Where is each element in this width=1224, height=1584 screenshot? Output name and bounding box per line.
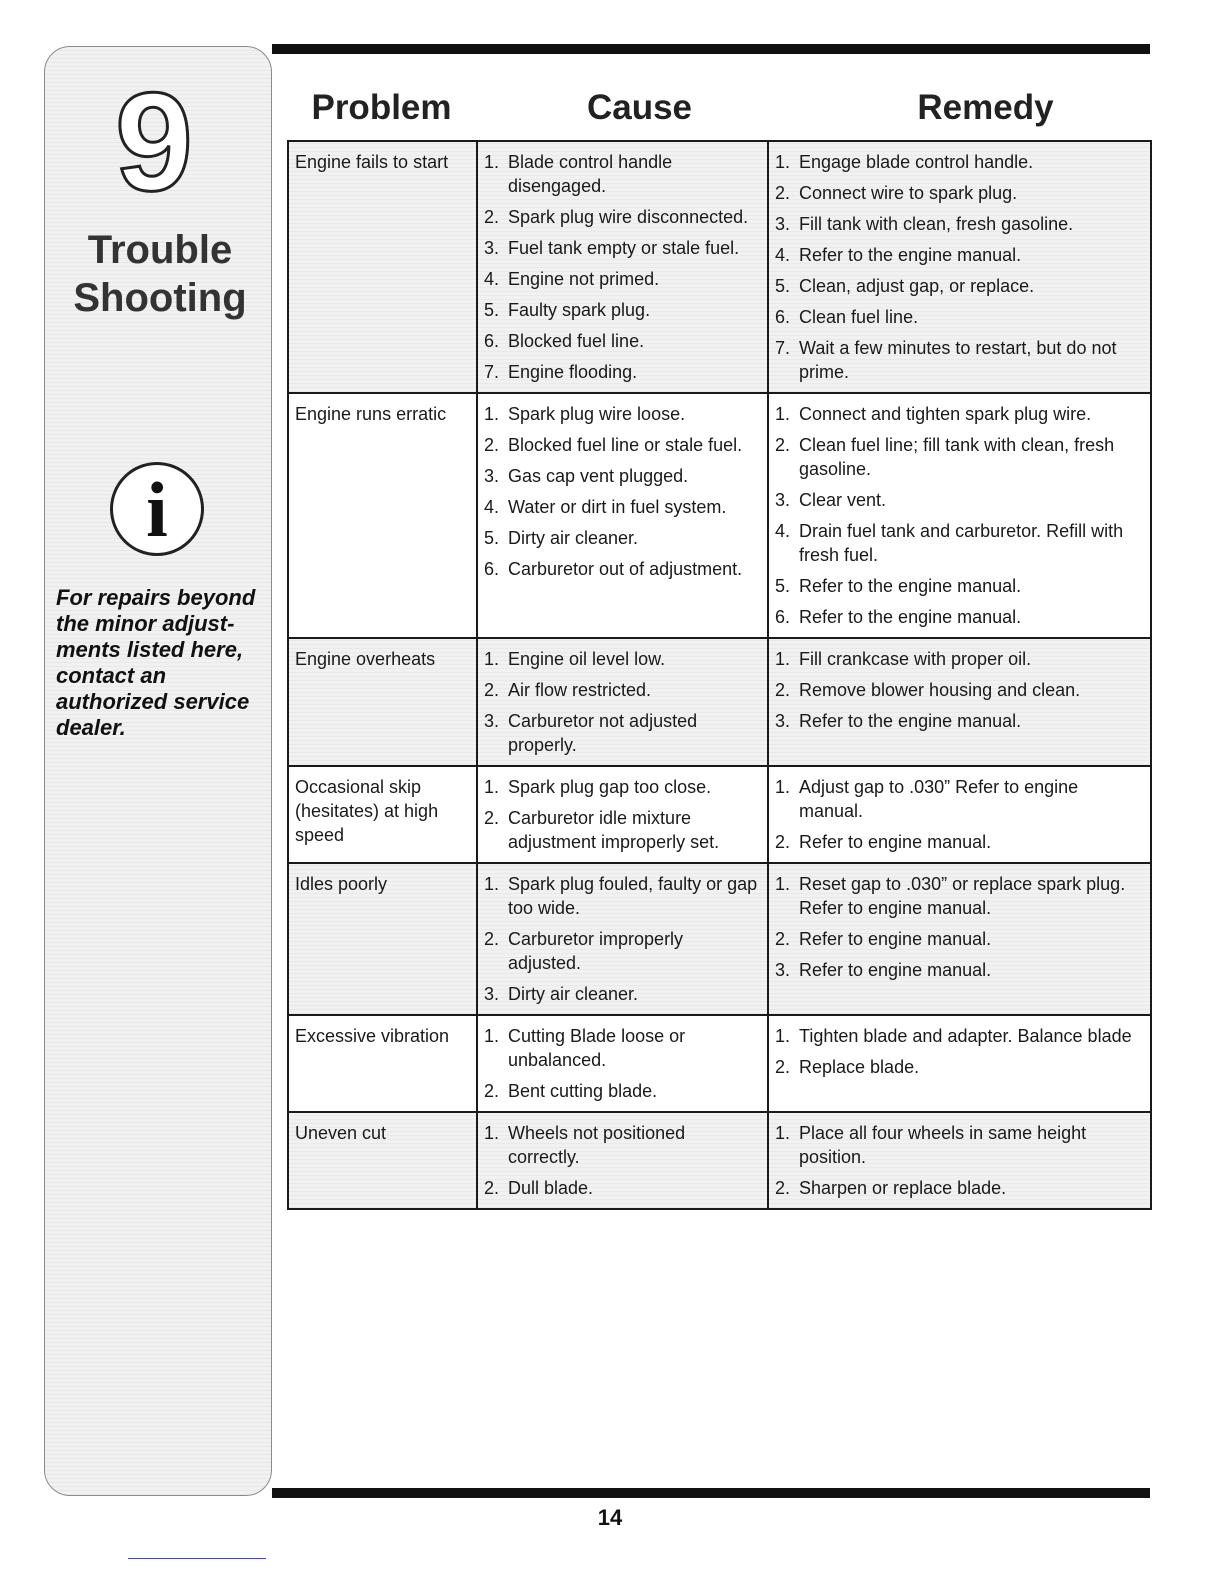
item-number: 1.	[484, 152, 500, 172]
cause-cell	[477, 1015, 768, 1112]
item-number: 1.	[775, 874, 791, 894]
remedy-item	[775, 678, 1144, 702]
cause-item	[484, 927, 761, 975]
item-number: 1.	[775, 404, 791, 424]
table-row	[288, 766, 1151, 863]
footer-line	[128, 1558, 266, 1559]
top-rule	[272, 44, 1150, 54]
remedy-cell	[768, 1112, 1151, 1209]
item-text: Spark plug wire loose.	[508, 404, 686, 424]
item-text: Spark plug gap too close.	[508, 777, 712, 797]
item-text: Fill crankcase with proper oil.	[799, 649, 1032, 669]
cause-item	[484, 1176, 761, 1200]
cause-item	[484, 982, 761, 1006]
item-text: Refer to engine manual.	[799, 832, 992, 852]
item-number: 1.	[775, 777, 791, 797]
remedy-item	[775, 433, 1144, 481]
problem-cell: Engine runs erratic	[288, 393, 477, 638]
item-text: Place all four wheels in same height position.	[799, 1123, 1087, 1167]
item-text: Dirty air cleaner.	[508, 984, 639, 1004]
item-number: 2.	[484, 1178, 500, 1198]
item-text: Wait a few minutes to restart, but do not prime.	[799, 338, 1117, 382]
item-number: 4.	[775, 245, 791, 265]
item-text: Engine oil level low.	[508, 649, 666, 669]
item-number: 3.	[484, 466, 500, 486]
problem-cell: Engine overheats	[288, 638, 477, 766]
remedy-cell	[768, 1015, 1151, 1112]
remedy-item	[775, 574, 1144, 598]
item-text: Refer to the engine manual.	[799, 576, 1022, 596]
header-remedy: Remedy	[917, 88, 1054, 127]
item-text: Reset gap to .030” or replace spark plug. Refer to engine manual.	[799, 874, 1126, 918]
item-number: 5.	[484, 300, 500, 320]
remedy-item	[775, 212, 1144, 236]
item-number: 6.	[775, 607, 791, 627]
item-number: 4.	[775, 521, 791, 541]
section-title-line2: Shooting	[73, 276, 247, 320]
cause-item	[484, 709, 761, 757]
remedy-item	[775, 243, 1144, 267]
item-text: Tighten blade and adapter. Balance blade	[799, 1026, 1132, 1046]
item-number: 2.	[775, 1178, 791, 1198]
item-number: 2.	[484, 929, 500, 949]
item-text: Spark plug wire disconnected.	[508, 207, 749, 227]
cause-item	[484, 150, 761, 198]
remedy-item	[775, 336, 1144, 384]
item-number: 6.	[484, 559, 500, 579]
item-number: 1.	[775, 1026, 791, 1046]
cause-item	[484, 1121, 761, 1169]
item-text: Adjust gap to .030” Refer to engine manual.	[799, 777, 1079, 821]
problem-cell: Engine fails to start	[288, 141, 477, 393]
item-number: 1.	[775, 1123, 791, 1143]
problem-cell: Uneven cut	[288, 1112, 477, 1209]
table-row	[288, 1015, 1151, 1112]
remedy-item	[775, 150, 1144, 174]
cause-item	[484, 205, 761, 229]
header-cause: Cause	[586, 88, 693, 127]
item-text: Cutting Blade loose or unbalanced.	[508, 1026, 686, 1070]
section-title-line1: Trouble	[87, 228, 233, 272]
remedy-item	[775, 927, 1144, 951]
item-number: 1.	[484, 874, 500, 894]
cause-item	[484, 433, 761, 457]
cause-cell	[477, 393, 768, 638]
item-text: Connect and tighten spark plug wire.	[799, 404, 1092, 424]
remedy-item	[775, 958, 1144, 982]
item-text: Blade control handle disengaged.	[508, 152, 673, 196]
item-text: Clean fuel line; fill tank with clean, fresh gasoline.	[799, 435, 1115, 479]
cause-item	[484, 872, 761, 920]
item-text: Blocked fuel line or stale fuel.	[508, 435, 743, 455]
cause-item	[484, 806, 761, 854]
item-number: 5.	[775, 576, 791, 596]
remedy-cell	[768, 393, 1151, 638]
item-number: 3.	[484, 711, 500, 731]
remedy-item	[775, 488, 1144, 512]
item-text: Engine flooding.	[508, 362, 638, 382]
table-row	[288, 638, 1151, 766]
cause-item	[484, 678, 761, 702]
item-number: 1.	[484, 777, 500, 797]
item-number: 4.	[484, 497, 500, 517]
item-number: 3.	[775, 490, 791, 510]
table-row	[288, 863, 1151, 1015]
item-text: Refer to the engine manual.	[799, 711, 1022, 731]
cause-item	[484, 647, 761, 671]
item-text: Replace blade.	[799, 1057, 920, 1077]
item-number: 1.	[484, 649, 500, 669]
item-text: Clear vent.	[799, 490, 887, 510]
item-text: Sharpen or replace blade.	[799, 1178, 1007, 1198]
cause-cell	[477, 766, 768, 863]
item-text: Gas cap vent plugged.	[508, 466, 689, 486]
remedy-item	[775, 181, 1144, 205]
item-number: 2.	[775, 1057, 791, 1077]
item-number: 3.	[775, 711, 791, 731]
remedy-item	[775, 1024, 1144, 1048]
item-text: Water or dirt in fuel system.	[508, 497, 727, 517]
bottom-rule	[272, 1488, 1150, 1498]
item-text: Dull blade.	[508, 1178, 594, 1198]
table-row	[288, 393, 1151, 638]
item-text: Faulty spark plug.	[508, 300, 651, 320]
item-number: 1.	[484, 1123, 500, 1143]
item-text: Bent cutting blade.	[508, 1081, 658, 1101]
header-problem: Problem	[311, 88, 452, 127]
item-text: Carburetor out of adjustment.	[508, 559, 743, 579]
cause-cell	[477, 1112, 768, 1209]
item-text: Carburetor not adjusted properly.	[508, 711, 698, 755]
item-number: 2.	[775, 832, 791, 852]
item-text: Dirty air cleaner.	[508, 528, 639, 548]
cause-item	[484, 298, 761, 322]
remedy-cell	[768, 863, 1151, 1015]
item-text: Fuel tank empty or stale fuel.	[508, 238, 740, 258]
item-number: 1.	[775, 152, 791, 172]
cause-item	[484, 1079, 761, 1103]
item-number: 5.	[775, 276, 791, 296]
cause-item	[484, 1024, 761, 1072]
item-text: Carburetor improperly adjusted.	[508, 929, 684, 973]
remedy-item	[775, 305, 1144, 329]
item-number: 1.	[484, 404, 500, 424]
cause-cell	[477, 638, 768, 766]
cause-item	[484, 402, 761, 426]
remedy-cell	[768, 766, 1151, 863]
item-text: Refer to the engine manual.	[799, 245, 1022, 265]
remedy-item	[775, 402, 1144, 426]
item-number: 2.	[484, 1081, 500, 1101]
remedy-item	[775, 274, 1144, 298]
cause-item	[484, 267, 761, 291]
item-number: 2.	[775, 929, 791, 949]
item-text: Drain fuel tank and carburetor. Refill with fresh fuel.	[799, 521, 1124, 565]
item-number: 3.	[484, 984, 500, 1004]
remedy-item	[775, 830, 1144, 854]
item-number: 1.	[484, 1026, 500, 1046]
chapter-number: 9	[115, 63, 193, 220]
item-text: Connect wire to spark plug.	[799, 183, 1018, 203]
cause-item	[484, 495, 761, 519]
item-number: 6.	[484, 331, 500, 351]
remedy-item	[775, 709, 1144, 733]
item-text: Clean fuel line.	[799, 307, 919, 327]
item-text: Wheels not positioned correctly.	[508, 1123, 686, 1167]
item-number: 2.	[484, 680, 500, 700]
cause-item	[484, 236, 761, 260]
item-text: Engage blade control handle.	[799, 152, 1034, 172]
item-text: Carburetor idle mixture adjustment improperly set.	[508, 808, 720, 852]
remedy-item	[775, 647, 1144, 671]
item-number: 2.	[775, 435, 791, 455]
item-text: Refer to engine manual.	[799, 960, 992, 980]
item-number: 3.	[484, 238, 500, 258]
remedy-item	[775, 775, 1144, 823]
remedy-item	[775, 1055, 1144, 1079]
item-text: Spark plug fouled, faulty or gap too wide.	[508, 874, 758, 918]
cause-cell	[477, 863, 768, 1015]
remedy-cell	[768, 638, 1151, 766]
item-text: Air flow restricted.	[508, 680, 652, 700]
problem-cell: Excessive vibration	[288, 1015, 477, 1112]
item-number: 2.	[775, 183, 791, 203]
cause-item	[484, 464, 761, 488]
item-number: 5.	[484, 528, 500, 548]
item-text: Blocked fuel line.	[508, 331, 645, 351]
troubleshooting-table	[287, 140, 1152, 1210]
remedy-item	[775, 605, 1144, 629]
page-number: 14	[597, 1505, 623, 1530]
section-title	[50, 226, 270, 322]
item-number: 7.	[484, 362, 500, 382]
problem-cell: Idles poorly	[288, 863, 477, 1015]
problem-cell: Occasional skip (hesitates) at high speed	[288, 766, 477, 863]
table-row	[288, 141, 1151, 393]
cause-cell	[477, 141, 768, 393]
cause-item	[484, 329, 761, 353]
remedy-cell	[768, 141, 1151, 393]
cause-item	[484, 557, 761, 581]
item-number: 2.	[484, 808, 500, 828]
item-number: 2.	[484, 207, 500, 227]
cause-item	[484, 526, 761, 550]
remedy-item	[775, 872, 1144, 920]
item-number: 3.	[775, 214, 791, 234]
item-number: 3.	[775, 960, 791, 980]
item-number: 4.	[484, 269, 500, 289]
remedy-item	[775, 1176, 1144, 1200]
item-text: Clean, adjust gap, or replace.	[799, 276, 1035, 296]
remedy-item	[775, 1121, 1144, 1169]
item-text: Refer to engine manual.	[799, 929, 992, 949]
item-text: Fill tank with clean, fresh gasoline.	[799, 214, 1074, 234]
item-text: Engine not primed.	[508, 269, 660, 289]
item-text: Remove blower housing and clean.	[799, 680, 1081, 700]
table-row	[288, 1112, 1151, 1209]
item-number: 2.	[484, 435, 500, 455]
item-number: 2.	[775, 680, 791, 700]
item-number: 1.	[775, 649, 791, 669]
remedy-item	[775, 519, 1144, 567]
info-icon: i	[110, 462, 204, 556]
item-number: 6.	[775, 307, 791, 327]
item-text: Refer to the engine manual.	[799, 607, 1022, 627]
item-number: 7.	[775, 338, 791, 358]
service-note: For repairs beyond the minor adjust-ments listed here, contact an authorized service dealer.	[56, 585, 256, 740]
cause-item	[484, 775, 761, 799]
cause-item	[484, 360, 761, 384]
